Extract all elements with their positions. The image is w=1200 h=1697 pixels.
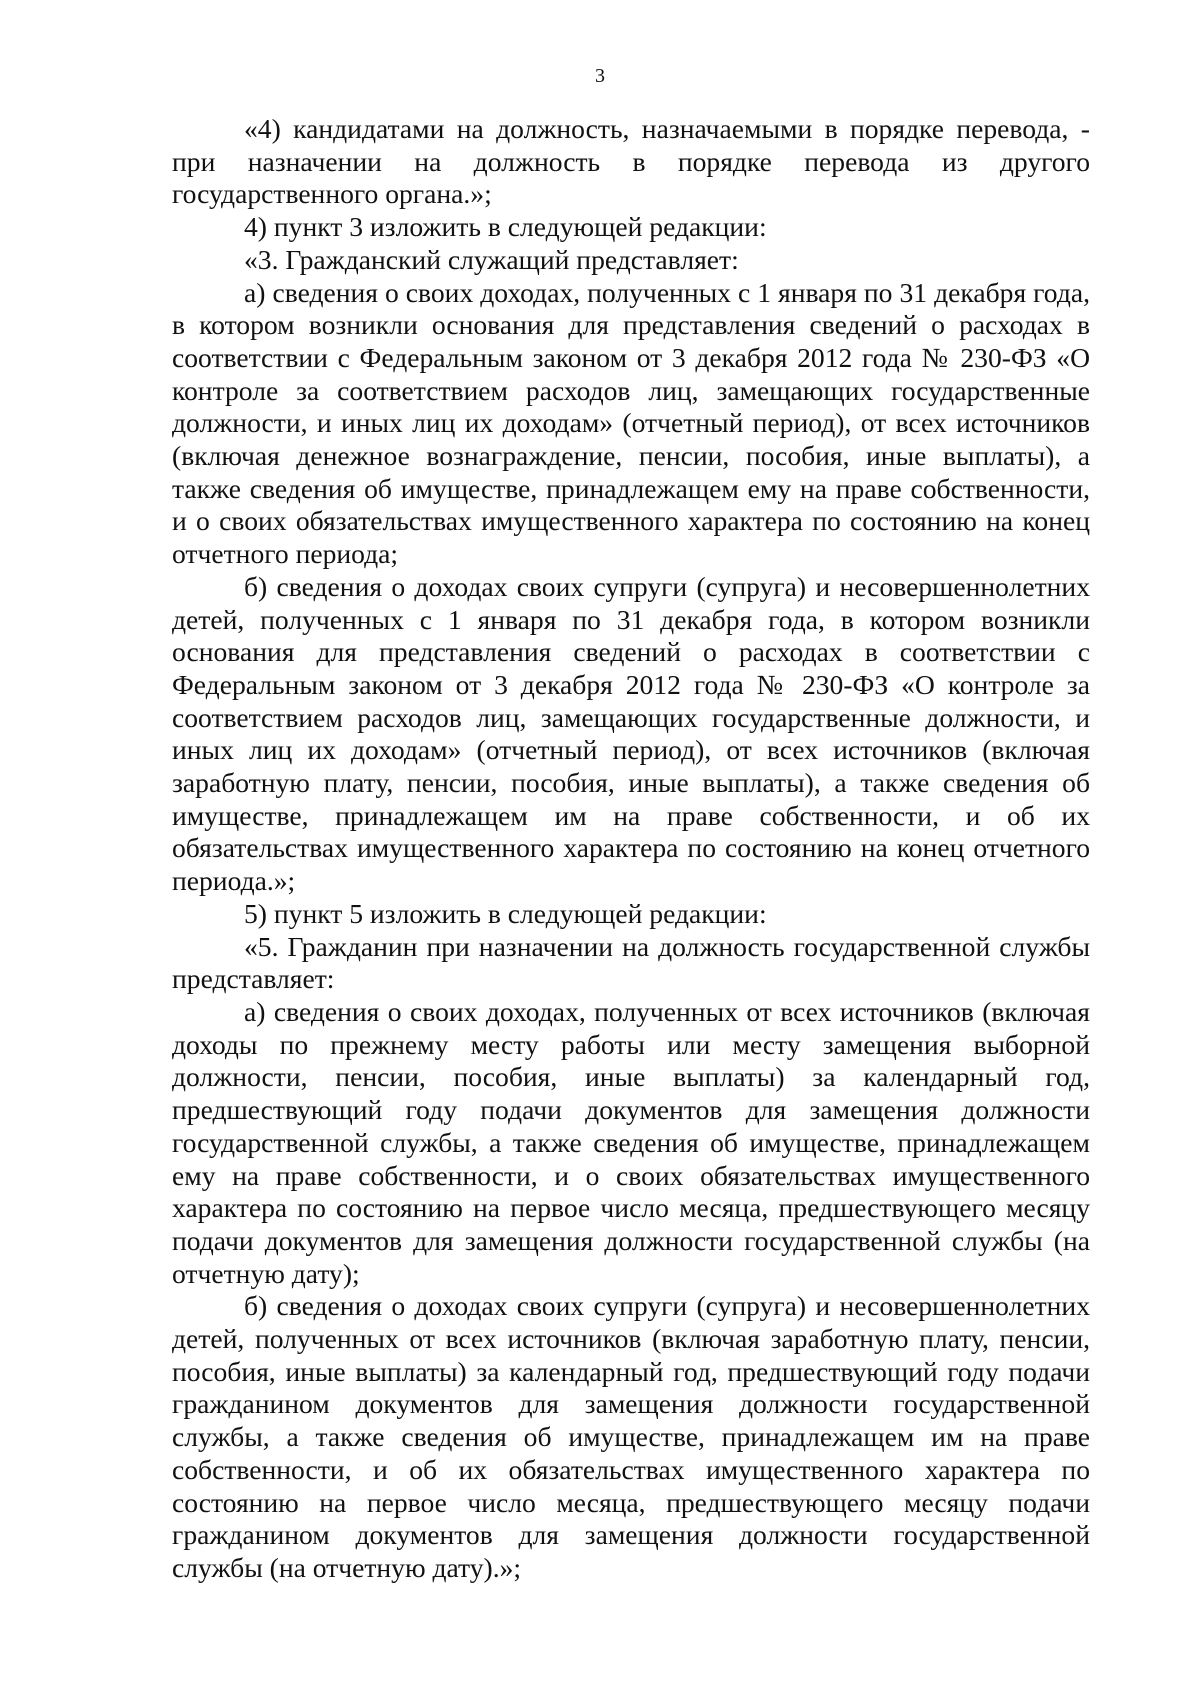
paragraph-clause-3a: а) сведения о своих доходах, полученных с 1 января по 31 декабря года, в котором возникли основания для представления сведений о расходах в соответствии с Федеральным законом от 3 декабря 2012 года № 230-ФЗ «О контроле за соответствием расходов лиц, замещающих государственные должности, и иных лиц их доходам» (отчетный период), от всех источников (включая денежное вознаграждение, пенсии, пособия, иные выплаты), а также сведения об имуществе, принадлежащем ему на праве собственности, и о своих обязательствах имущественного характера по состоянию на конец отчетного периода; [172, 276, 1090, 570]
paragraph-clause-3b: б) сведения о доходах своих супруги (супруга) и несовершеннолетних детей, полученных с 1 января по 31 декабря года, в котором возникли основания для представления сведений о расходах в соответствии с Федеральным законом от 3 декабря 2012 года № 230-ФЗ «О контроле за соответствием расходов лиц, замещающих государственные должности, и иных лиц их доходам» (отчетный период), от всех источников (включая заработную плату, пенсии, пособия, иные выплаты), а также сведения об имуществе, принадлежащем им на праве собственности, и об их обязательствах имущественного характера по состоянию на конец отчетного периода.»; [172, 570, 1090, 897]
paragraph-clause-5-intro: «5. Гражданин при назначении на должность государственной службы представляет: [172, 930, 1090, 995]
paragraph-item-4-heading: 4) пункт 3 изложить в следующей редакции: [244, 211, 767, 243]
document-body [172, 113, 1090, 1585]
page-number: 3 [595, 65, 605, 87]
paragraph-candidates-transfer: «4) кандидатами на должность, назначаемыми в порядке перевода, - при назначении на должность в порядке перевода из другого государственного органа.»; [172, 113, 1090, 210]
paragraph-item-5-heading: 5) пункт 5 изложить в следующей редакции: [244, 897, 767, 929]
paragraph-clause-5a: а) сведения о своих доходах, полученных от всех источников (включая доходы по прежнему месту работы или месту замещения выборной должности, пенсии, пособия, иные выплаты) за календарный год, предшествующий году подачи документов для замещения должности государственной службы, а также сведения об имуществе, принадлежащем ему на праве собственности, и о своих обязательствах имущественного характера по состоянию на первое число месяца, предшествующего месяцу подачи документов для замещения должности государственной службы (на отчетную дату); [172, 995, 1090, 1289]
paragraph-clause-5b: б) сведения о доходах своих супруги (супруга) и несовершеннолетних детей, полученных от всех источников (включая заработную плату, пенсии, пособия, иные выплаты) за календарный год, предшествующий году подачи гражданином документов для замещения должности государственной службы, а также сведения об имуществе, принадлежащем им на праве собственности, и об их обязательствах имущественного характера по состоянию на первое число месяца, предшествующего месяцу подачи гражданином документов для замещения должности государственной службы (на отчетную дату).»; [172, 1290, 1090, 1583]
paragraph-clause-3-intro: «3. Гражданский служащий представляет: [244, 243, 739, 275]
